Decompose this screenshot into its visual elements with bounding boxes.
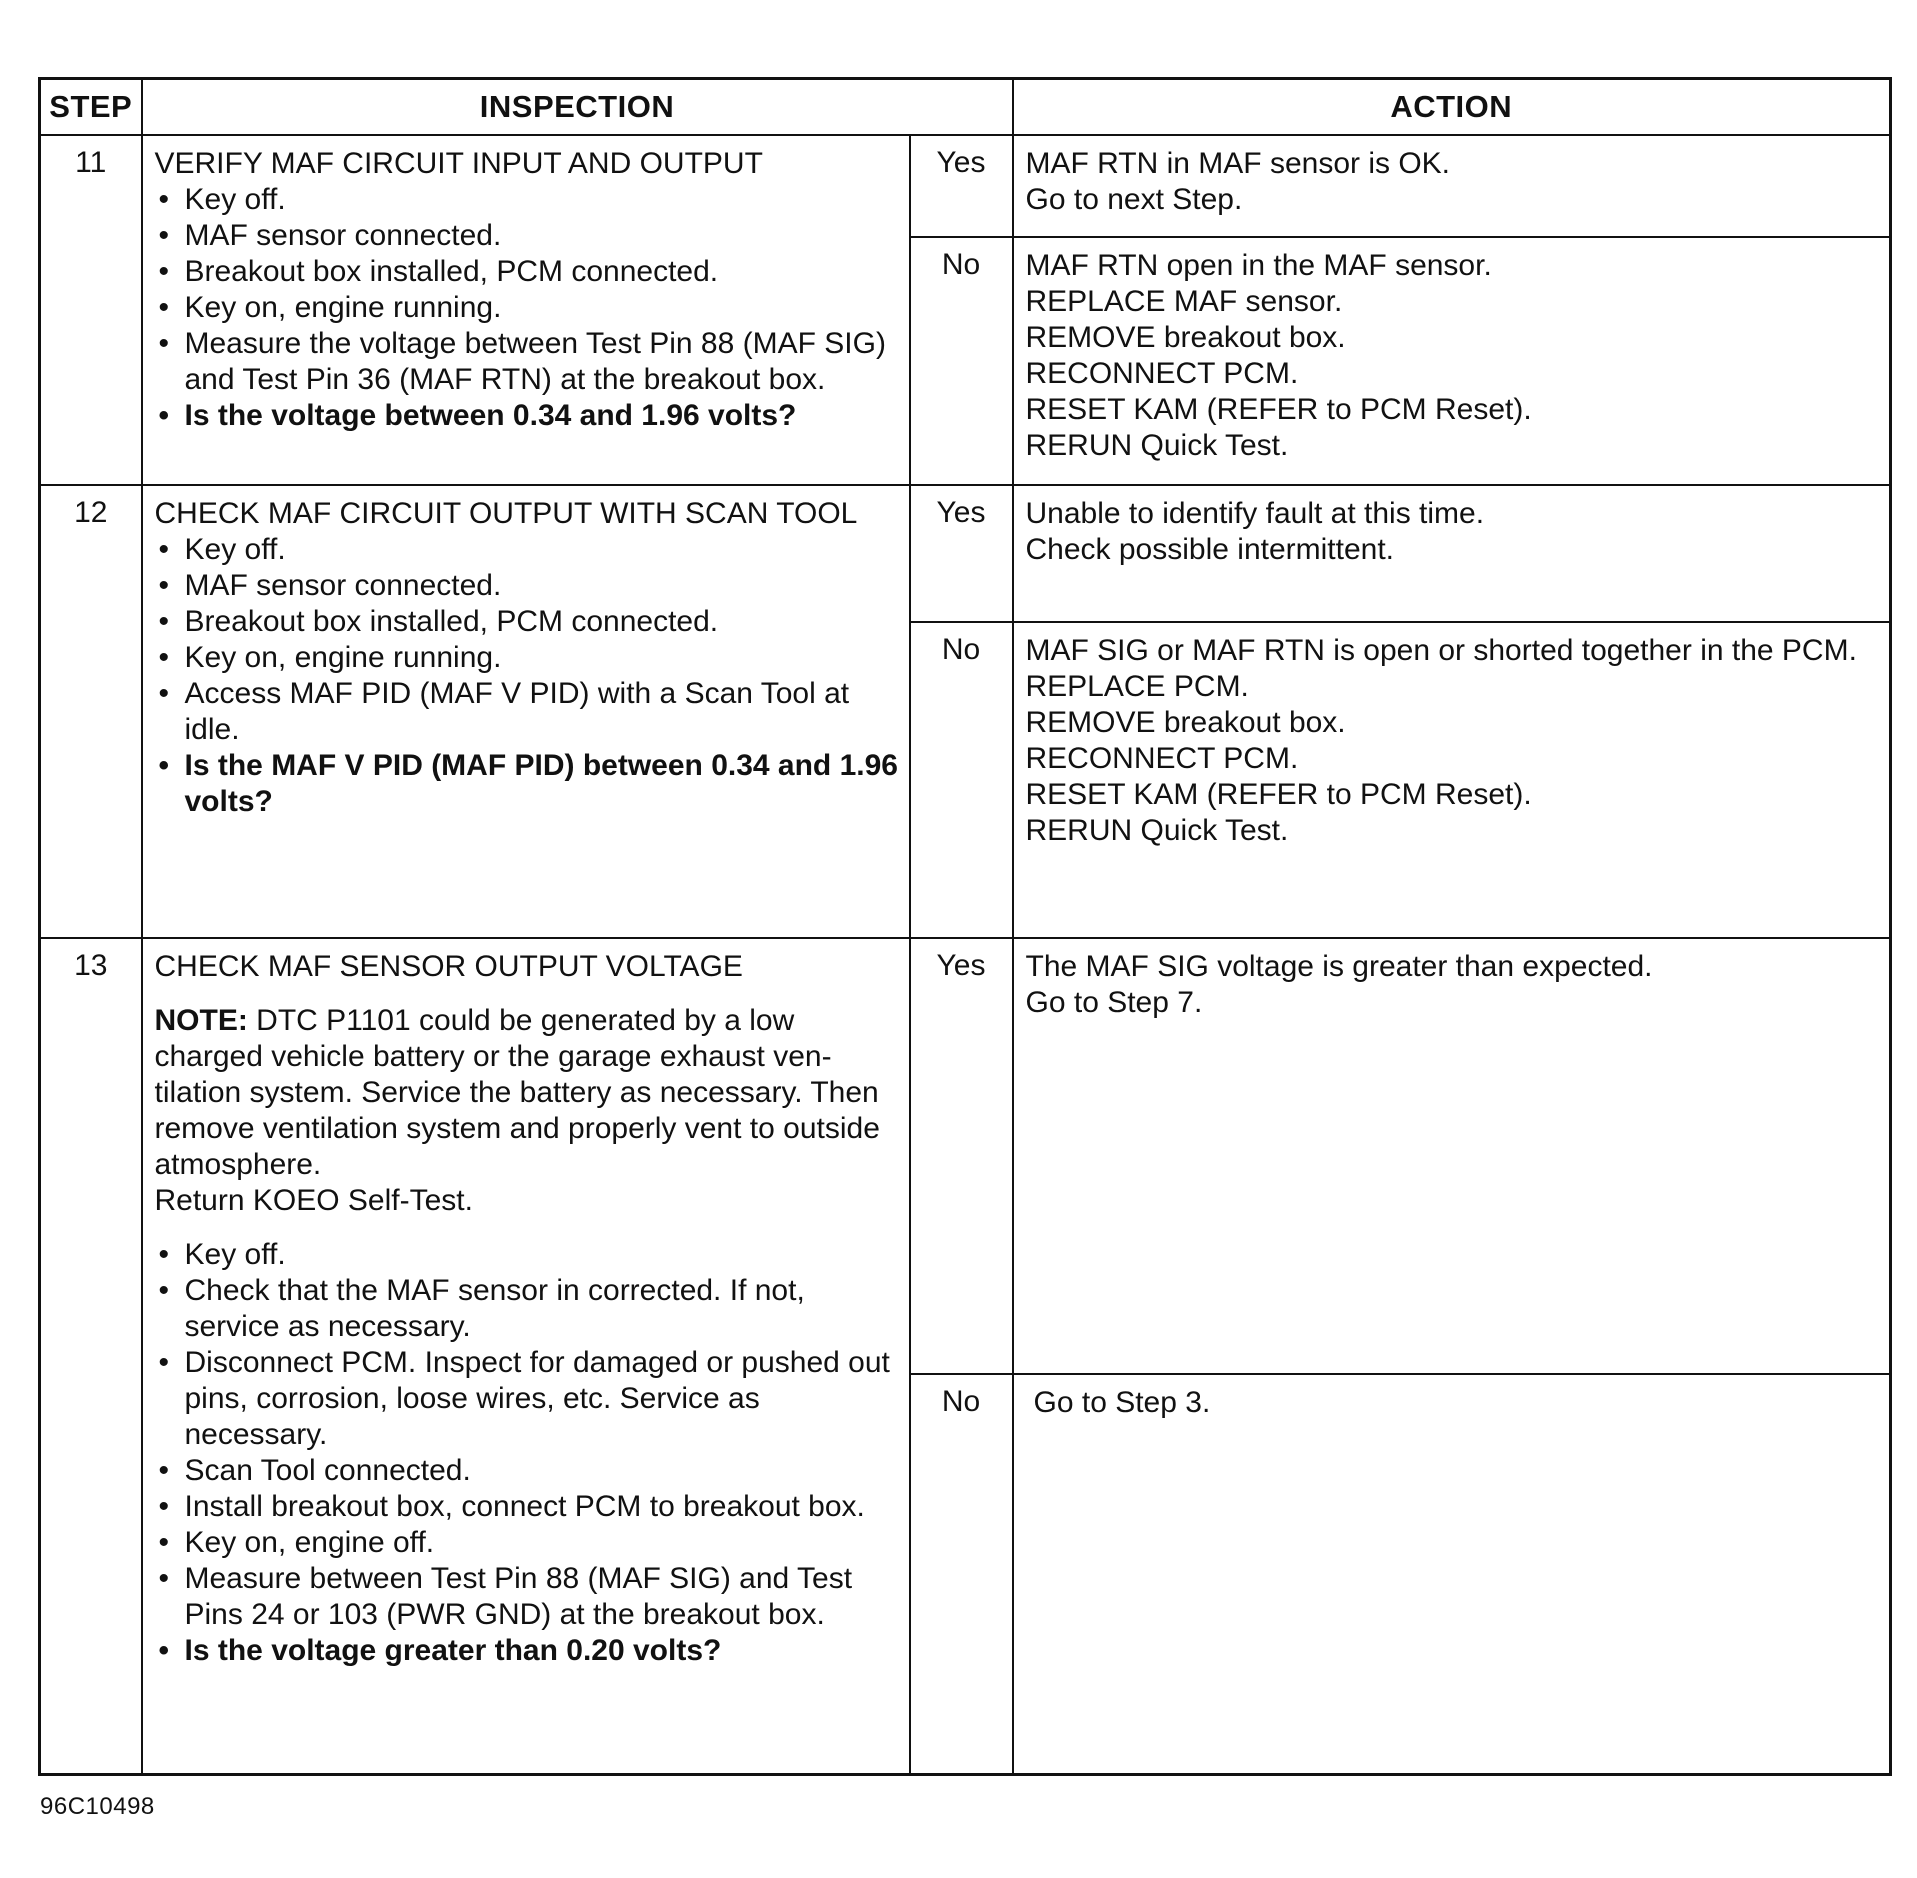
step-title: CHECK MAF CIRCUIT OUTPUT WITH SCAN TOOL <box>154 497 858 530</box>
bullet-item: • Disconnect PCM. Inspect for damaged or pushed out pins, corrosion, loose wires, etc. Service as necessary. <box>155 1345 899 1453</box>
action-line: Unable to identify fault at this time. <box>1025 497 1485 530</box>
note-label: NOTE: <box>154 1004 248 1037</box>
header-step: STEP <box>40 79 142 136</box>
action-line: Go to Step 3. <box>1033 1386 1211 1419</box>
bullet-item: • Breakout box installed, PCM connected. <box>155 254 899 290</box>
bullet-item: • Measure between Test Pin 88 (MAF SIG) and Test Pins 24 or 103 (PWR GND) at the breakout box. <box>155 1561 899 1633</box>
bullet-item: • Measure the voltage between Test Pin 88 (MAF SIG) and Test Pin 36 (MAF RTN) at the breakout box. <box>155 326 899 398</box>
inspection-cell <box>142 135 910 485</box>
bullet-item: • Key off. <box>155 1237 899 1273</box>
bullet-item: • Key on, engine running. <box>155 640 899 676</box>
action-line: RESET KAM (REFER to PCM Reset). <box>1025 778 1532 811</box>
no-label: No <box>910 237 1013 485</box>
no-label: No <box>910 622 1013 938</box>
inspection-bullets <box>155 532 899 820</box>
step-13-yes-row <box>40 938 1891 1374</box>
bullet-item: • Key on, engine running. <box>155 290 899 326</box>
step-11-yes-row <box>40 135 1891 237</box>
yes-action-cell <box>1013 135 1891 237</box>
action-line: RECONNECT PCM. <box>1025 357 1299 390</box>
question-bullet: • Is the MAF V PID (MAF PID) between 0.34 and 1.96 volts? <box>155 748 899 820</box>
action-line: REPLACE MAF sensor. <box>1025 285 1343 318</box>
bullet-item: • Access MAF PID (MAF V PID) with a Scan Tool at idle. <box>155 676 899 748</box>
inspection-cell <box>142 938 910 1774</box>
step-number: 11 <box>40 135 142 485</box>
yes-action-cell <box>1013 938 1891 1374</box>
yes-label: Yes <box>910 485 1013 622</box>
note-paragraph <box>155 1003 899 1183</box>
bullet-item: • Scan Tool connected. <box>155 1453 899 1489</box>
note-return-line: Return KOEO Self-Test. <box>154 1184 473 1217</box>
diagnostic-table <box>38 77 1892 1776</box>
yes-action-cell <box>1013 485 1891 622</box>
step-title: CHECK MAF SENSOR OUTPUT VOLTAGE <box>154 950 743 983</box>
action-line: REMOVE breakout box. <box>1025 321 1346 354</box>
action-line: RESET KAM (REFER to PCM Reset). <box>1025 393 1532 426</box>
no-action-cell <box>1013 237 1891 485</box>
yes-label: Yes <box>910 938 1013 1374</box>
step-number: 12 <box>40 485 142 938</box>
action-line: RERUN Quick Test. <box>1025 429 1289 462</box>
note-text: DTC P1101 could be generated by a low charged vehicle battery or the garage exhaust ven-tilation system. Service the battery as necessary. Then remove ventilation system and properly vent to outside atmosphere. <box>154 1004 880 1181</box>
question-bullet: • Is the voltage between 0.34 and 1.96 volts? <box>155 398 899 434</box>
action-line: REMOVE breakout box. <box>1025 706 1346 739</box>
inspection-bullets <box>155 1237 899 1669</box>
inspection-cell <box>142 485 910 938</box>
step-title: VERIFY MAF CIRCUIT INPUT AND OUTPUT <box>154 147 763 180</box>
step-number: 13 <box>40 938 142 1774</box>
bullet-item: • Key on, engine off. <box>155 1525 899 1561</box>
header-action: ACTION <box>1013 79 1891 136</box>
action-line: MAF SIG or MAF RTN is open or shorted together in the PCM. <box>1025 634 1857 667</box>
header-row <box>40 79 1891 136</box>
bullet-item: • Breakout box installed, PCM connected. <box>155 604 899 640</box>
bullet-item: • Key off. <box>155 532 899 568</box>
action-line: Go to next Step. <box>1025 183 1243 216</box>
action-line: MAF RTN in MAF sensor is OK. <box>1025 147 1451 180</box>
action-line: Check possible intermittent. <box>1025 533 1394 566</box>
bullet-item: • Key off. <box>155 182 899 218</box>
no-label: No <box>910 1374 1013 1774</box>
bullet-item: • MAF sensor connected. <box>155 568 899 604</box>
no-action-cell <box>1013 1374 1891 1774</box>
action-line: MAF RTN open in the MAF sensor. <box>1025 249 1492 282</box>
bullet-item: • Install breakout box, connect PCM to breakout box. <box>155 1489 899 1525</box>
question-bullet: • Is the voltage greater than 0.20 volts? <box>155 1633 899 1669</box>
header-inspection: INSPECTION <box>142 79 1013 136</box>
no-action-cell <box>1013 622 1891 938</box>
action-line: RERUN Quick Test. <box>1025 814 1289 847</box>
bullet-item: • MAF sensor connected. <box>155 218 899 254</box>
action-line: The MAF SIG voltage is greater than expected. <box>1025 950 1653 983</box>
action-line: RECONNECT PCM. <box>1025 742 1299 775</box>
action-line: REPLACE PCM. <box>1025 670 1249 703</box>
step-12-yes-row <box>40 485 1891 622</box>
bullet-item: • Check that the MAF sensor in corrected. If not, service as necessary. <box>155 1273 899 1345</box>
figure-id: 96C10498 <box>40 1793 155 1820</box>
inspection-bullets <box>155 182 899 434</box>
yes-label: Yes <box>910 135 1013 237</box>
action-line: Go to Step 7. <box>1025 986 1203 1019</box>
